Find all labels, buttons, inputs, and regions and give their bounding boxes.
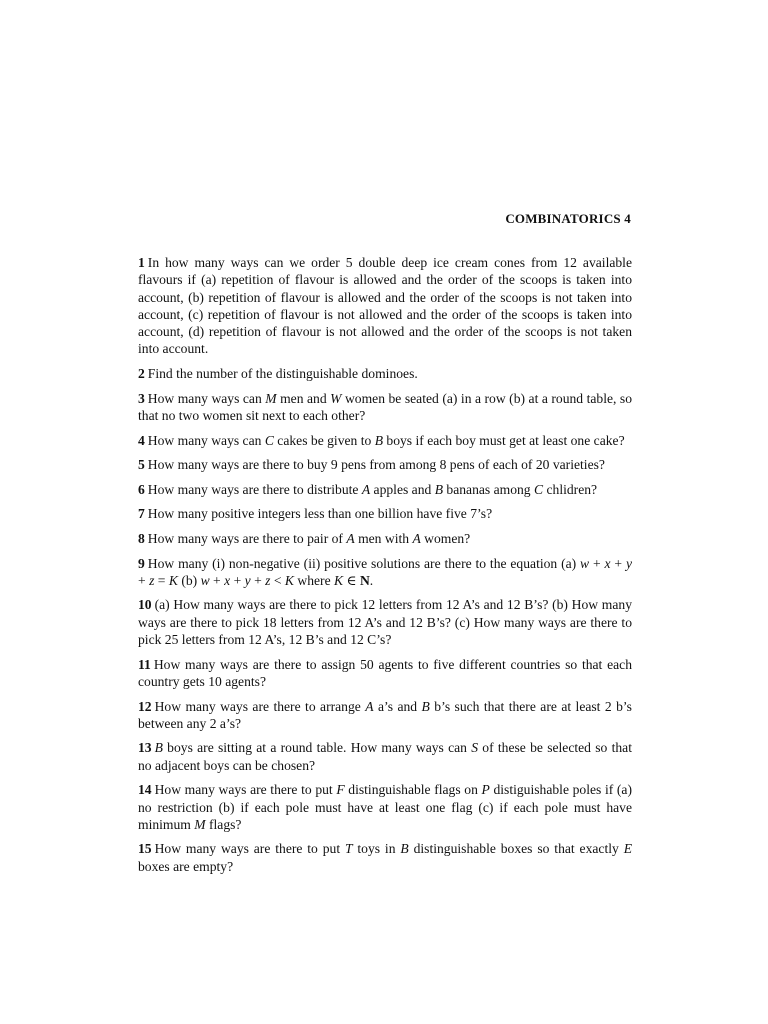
- problem-item: [138, 530, 632, 547]
- problem-text: How many ways are there to assign 50 agents to five different countries so that each country gets 10 agents?: [138, 656, 632, 689]
- problem-item: [138, 840, 632, 875]
- problem-item: [138, 596, 632, 648]
- problem-number: 4: [138, 432, 145, 448]
- problem-item: [138, 456, 632, 473]
- problem-item: [138, 781, 632, 833]
- problem-item: [138, 739, 632, 774]
- problem-text: Find the number of the distinguishable dominoes.: [147, 366, 418, 382]
- problem-item: [138, 390, 632, 425]
- problem-text: How many (i) non-negative (ii) positive solutions are there to the equation (a) w + x + y + z = K (b) w + x + y + z < K where K ∈ N.: [138, 555, 633, 588]
- problem-text: How many ways are there to put F distinguishable flags on P distiguishable poles if (a) no restriction (b) if each pole must have at least one flag (c) if each pole must have minimum M flags?: [138, 782, 632, 832]
- problem-text: (a) How many ways are there to pick 12 letters from 12 A’s and 12 B’s? (b) How many ways are there to pick 18 letters from 12 A’s and 12 B’s? (c) How many ways are there to pick 25 letters from 12 A’s, 12 B’s and 12 C’s?: [138, 597, 632, 648]
- problem-number: 2: [138, 366, 145, 382]
- problem-number: 7: [138, 506, 145, 522]
- problem-number: 12: [138, 698, 152, 714]
- problem-number: 6: [138, 481, 145, 497]
- problem-number: 11: [138, 656, 151, 672]
- problem-item: [138, 365, 632, 382]
- problem-text: How many ways are there to distribute A apples and B bananas among C chlidren?: [147, 481, 598, 497]
- problem-text: How many ways are there to buy 9 pens from among 8 pens of each of 20 varieties?: [147, 457, 605, 473]
- problem-text: How many ways are there to put T toys in B distinguishable boxes so that exactly E boxes are empty?: [138, 841, 632, 874]
- problem-number: 5: [138, 457, 145, 473]
- problem-number: 15: [138, 841, 152, 857]
- problem-item: [138, 656, 632, 691]
- problem-number: 10: [138, 597, 152, 613]
- problem-number: 1: [138, 255, 145, 270]
- problem-text: How many ways are there to pair of A men with A women?: [147, 530, 471, 546]
- problem-item: [138, 481, 632, 498]
- problem-item: [138, 505, 632, 522]
- problem-text: How many ways can M men and W women be seated (a) in a row (b) at a round table, so that no two women sit next to each other?: [138, 390, 633, 423]
- problem-item: [138, 698, 632, 733]
- problem-list: [138, 254, 632, 882]
- problem-text: How many positive integers less than one billion have five 7’s?: [147, 506, 493, 522]
- problem-number: 8: [138, 530, 145, 546]
- problem-text: How many ways are there to arrange A a’s and B b’s such that there are at least 2 b’s between any 2 a’s?: [138, 698, 632, 731]
- problem-text: B boys are sitting at a round table. How many ways can S of these be selected so that no adjacent boys can be chosen?: [138, 740, 632, 773]
- problem-item: [138, 432, 632, 449]
- problem-text: How many ways can C cakes be given to B boys if each boy must get at least one cake?: [147, 432, 625, 448]
- problem-item: [138, 555, 632, 590]
- page-title: COMBINATORICS 4: [505, 211, 631, 226]
- problem-number: 14: [138, 782, 152, 798]
- problem-item: [138, 254, 632, 358]
- problem-number: 13: [138, 740, 152, 756]
- problem-number: 3: [138, 390, 145, 406]
- problem-number: 9: [138, 555, 145, 571]
- problem-text: In how many ways can we order 5 double deep ice cream cones from 12 available flavours if (a) repetition of flavour is allowed and the order of the scoops is taken into account, (b) repetition of flavour is allowed and the order of the scoops is not taken into account, (c) repetition of flavour is not allowed and the order of the scoops is taken into account, (d) repetition of flavour is not allowed and the order of the scoops is not taken into account.: [138, 255, 632, 357]
